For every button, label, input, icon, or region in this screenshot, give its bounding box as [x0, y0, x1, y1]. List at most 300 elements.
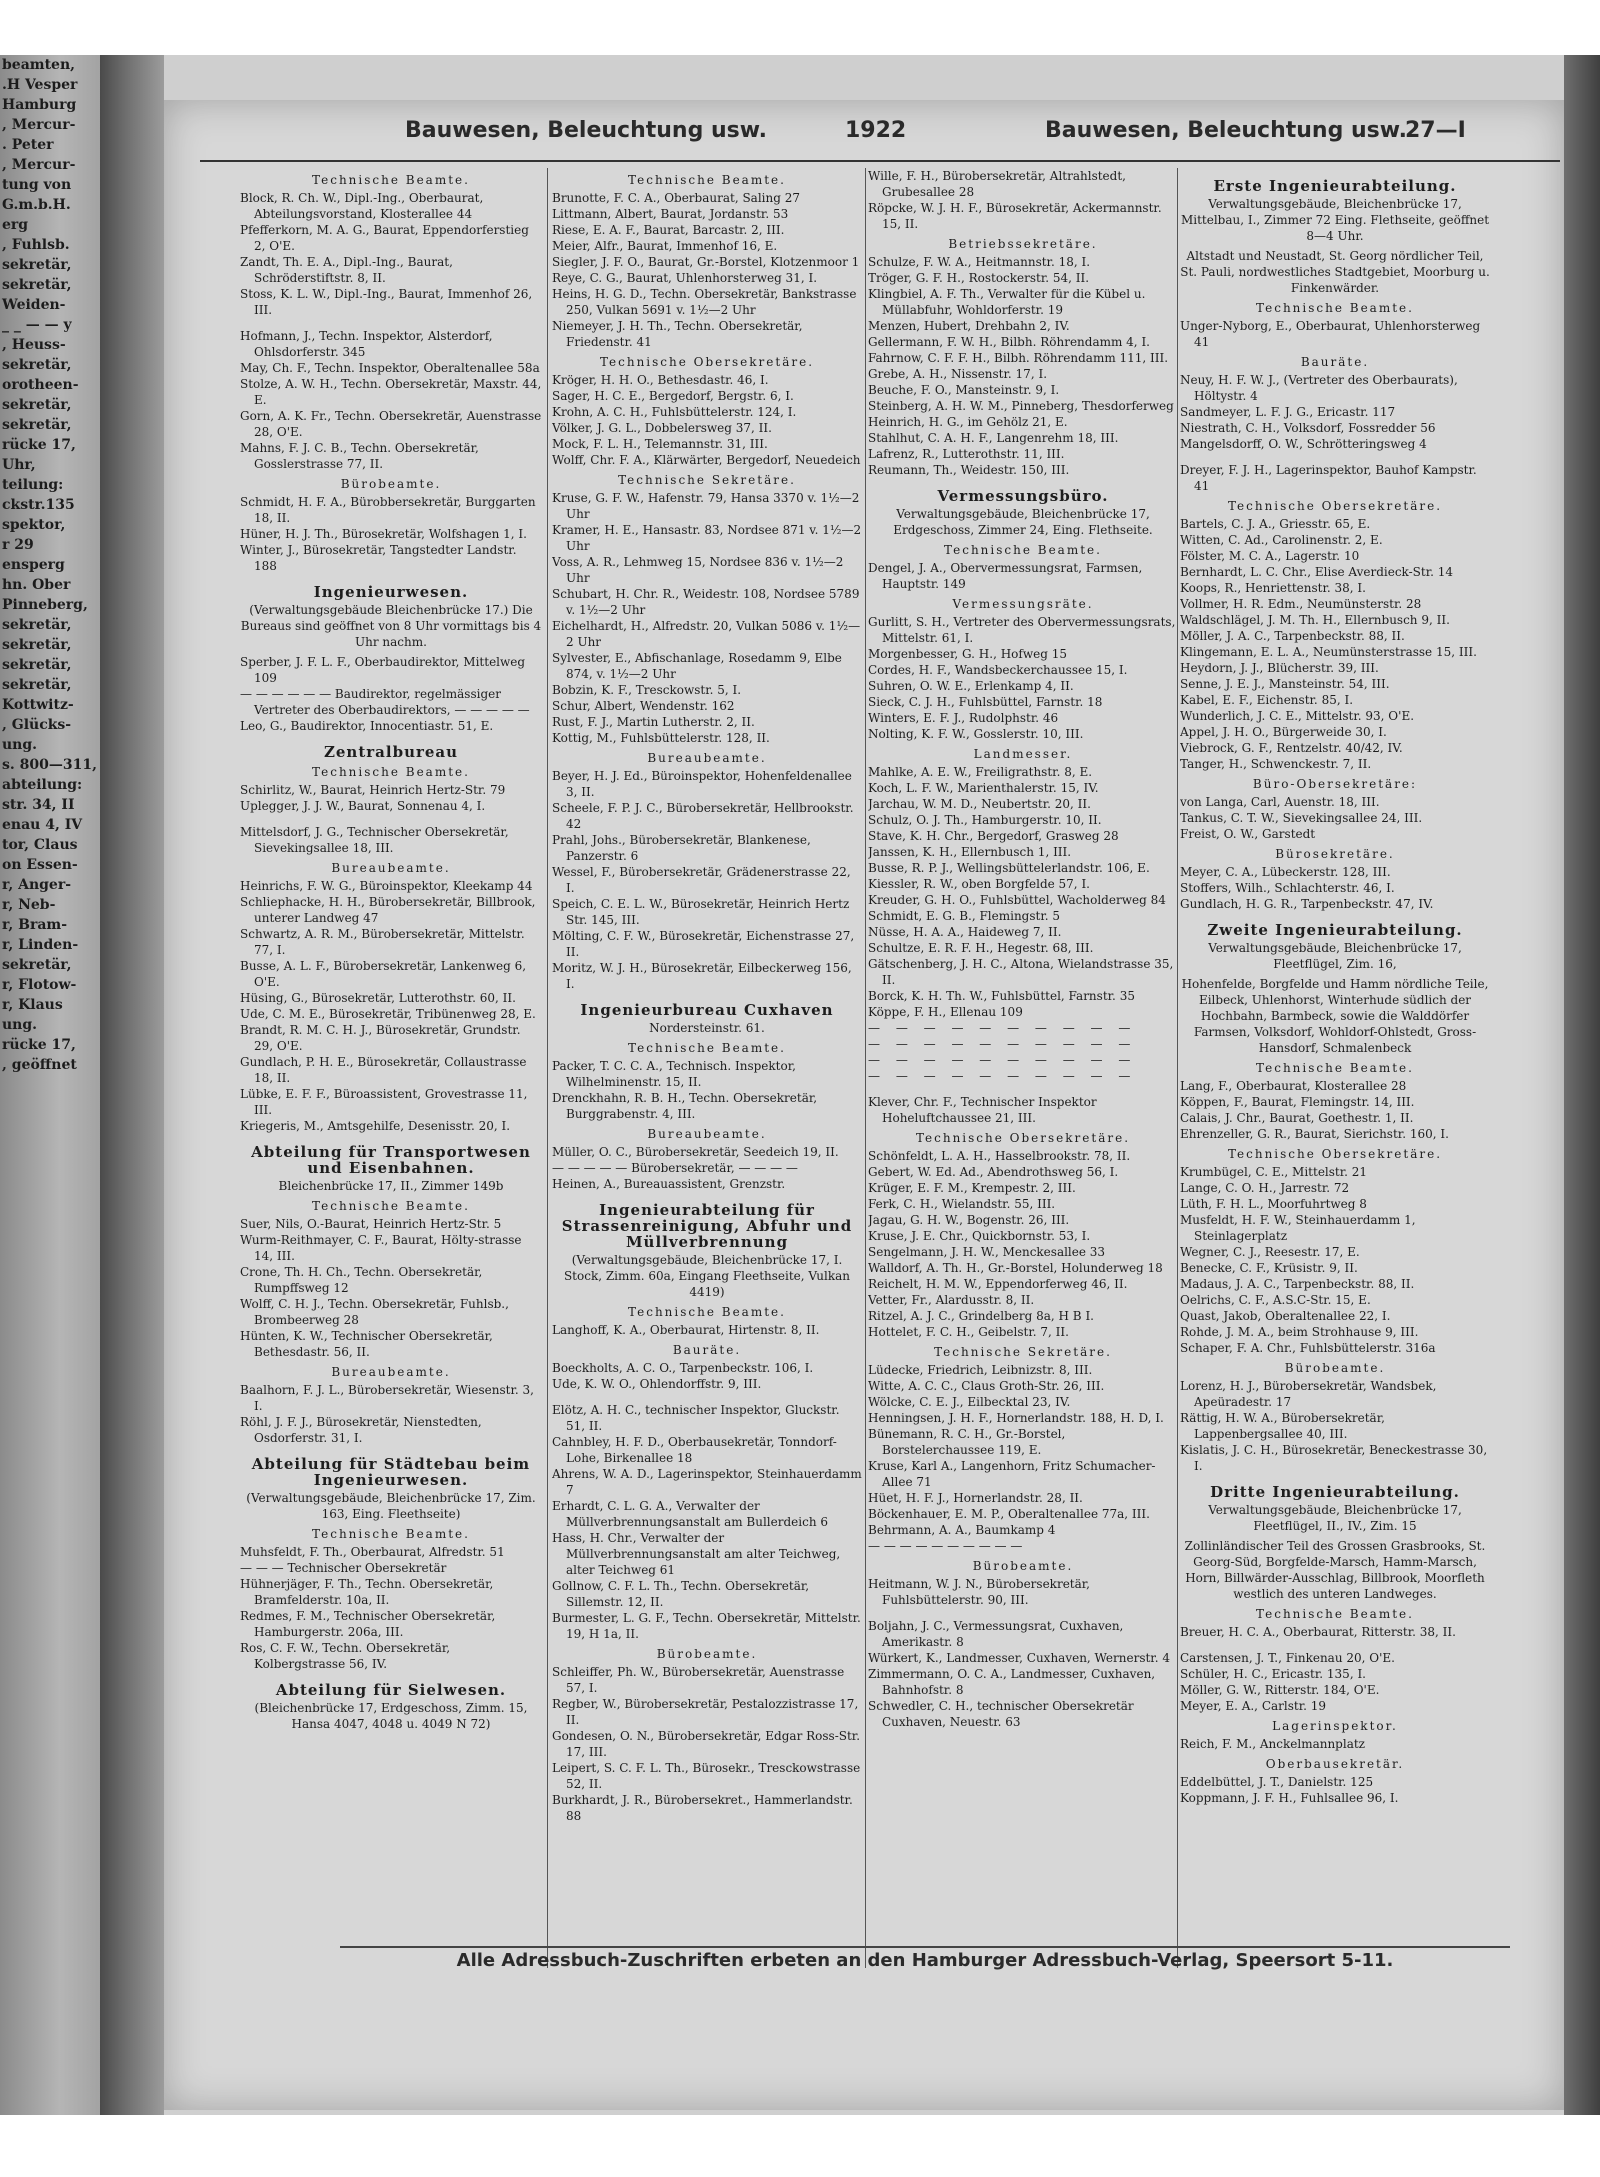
directory-entry: Langhoff, K. A., Oberbaurat, Hirtenstr. 8, II. [552, 1323, 820, 1337]
section-heading: Bauräte. [1300, 355, 1370, 369]
directory-entry: Nolting, K. F. W., Gosslerstr. 10, III. [868, 727, 1084, 741]
section-heading: Bureaubeamte. [331, 1365, 451, 1379]
section-heading: Lagerinspektor. [1272, 1719, 1398, 1733]
directory-entry: Ritzel, A. J. C., Grindelberg 8a, H B I. [868, 1309, 1094, 1323]
directory-entry: Nüsse, H. A. A., Haideweg 7, II. [868, 925, 1062, 939]
directory-entry: Gundlach, H. G. R., Tarpenbeckstr. 47, IV. [1180, 897, 1434, 911]
directory-entry: Viebrock, G. F., Rentzelstr. 40/42, IV. [1180, 741, 1403, 755]
directory-entry: Ferk, C. H., Wielandstr. 55, III. [868, 1197, 1056, 1211]
section-heading: Technische Beamte. [312, 1199, 470, 1213]
directory-column-1 [240, 168, 542, 1968]
previous-page-fragment: sekretär, [2, 677, 72, 693]
previous-page-fragment: . Peter [2, 137, 54, 153]
directory-entry: Busse, R. P. J., Wellingsbüttelerlandstr. 106, E. [868, 861, 1150, 875]
directory-entry: Kottig, M., Fuhlsbüttelerstr. 128, II. [552, 731, 770, 745]
department-heading: Erste Ingenieurabteilung. [1213, 177, 1457, 195]
directory-entry: Schmidt, E. G. B., Flemingstr. 5 [868, 909, 1061, 923]
previous-page-fragment: orotheen- [2, 377, 79, 393]
directory-entry: Fahrnow, C. F. F. H., Bilbh. Röhrendamm 111, III. [868, 351, 1169, 365]
directory-entry: Röpcke, W. J. H. F., Bürosekretär, Ackermannstr. 15, II. [868, 201, 1162, 231]
previous-page-fragment: ckstr.135 [2, 497, 75, 513]
directory-entry: Kröger, H. H. O., Bethesdastr. 46, I. [552, 373, 769, 387]
directory-entry: Reichelt, H. M. W., Eppendorferweg 46, II. [868, 1277, 1128, 1291]
previous-page-fragment: _ _ — — y [2, 317, 72, 333]
previous-page-fragment: r, Bram- [2, 917, 68, 933]
previous-page-fragment: teilung: [2, 477, 64, 493]
directory-entry: Sieck, C. J. H., Fuhlsbüttel, Farnstr. 18 [868, 695, 1103, 709]
directory-entry: Eichelhardt, H., Alfredstr. 20, Vulkan 5086 v. 1½—2 Uhr [552, 619, 861, 649]
previous-page-fragment: , geöffnet [2, 1057, 77, 1073]
directory-entry: Köppe, F. H., Ellenau 109 [868, 1005, 1023, 1019]
previous-page-fragment: r 29 [2, 537, 34, 553]
department-heading: Zweite Ingenieurabteilung. [1207, 921, 1463, 939]
column-divider [1177, 168, 1178, 1968]
previous-page-fragment: tung von [2, 177, 72, 193]
footer-rule [340, 1946, 1510, 1948]
previous-page-fragment: rücke 17, [2, 437, 76, 453]
directory-entry: Lübke, E. F. F., Büroassistent, Grovestrasse 11, III. [240, 1087, 528, 1117]
directory-entry: Oelrichs, C. F., A.S.C-Str. 15, E. [1180, 1293, 1371, 1307]
placeholder-entry: — — — — — — — — — — [868, 1053, 1137, 1067]
directory-entry: Sengelmann, J. H. W., Menckesallee 33 [868, 1245, 1106, 1259]
directory-entry: Ahrens, W. A. D., Lagerinspektor, Steinhauerdamm 7 [552, 1467, 862, 1497]
directory-entry: Kreuder, G. H. O., Fuhlsbüttel, Wacholderweg 84 [868, 893, 1166, 907]
directory-entry: von Langa, Carl, Auenstr. 18, III. [1180, 795, 1380, 809]
section-heading: Technische Beamte. [312, 1527, 470, 1541]
section-heading: Bürobeamte. [972, 1559, 1074, 1573]
directory-entry: Mahns, F. J. C. B., Techn. Obersekretär, Gosslerstrasse 77, II. [240, 441, 479, 471]
directory-entry: Wegner, C. J., Reesestr. 17, E. [1180, 1245, 1360, 1259]
spacer [868, 1084, 1178, 1094]
previous-page-fragment: hn. Ober [2, 577, 71, 593]
directory-entry: Stahlhut, C. A. H. F., Langenrehm 18, III. [868, 431, 1119, 445]
directory-entry: Siegler, J. F. O., Baurat, Gr.-Borstel, Klotzenmoor 1 [552, 255, 860, 269]
department-note: (Bleichenbrücke 17, Erdgeschoss, Zimm. 15, Hansa 4047, 4048 u. 4049 N 72) [254, 1701, 528, 1731]
section-heading: Technische Beamte. [312, 173, 470, 187]
previous-page-fragment: sekretär, [2, 357, 72, 373]
directory-entry: Rust, F. J., Martin Lutherstr. 2, II. [552, 715, 755, 729]
previous-page-fragment: r, Linden- [2, 937, 79, 953]
section-heading: Bureaubeamte. [331, 861, 451, 875]
directory-entry: Kislatis, J. C. H., Bürosekretär, Beneckestrasse 30, I. [1180, 1443, 1488, 1473]
directory-entry: Koppmann, J. F. H., Fuhlsallee 96, I. [1180, 1791, 1399, 1805]
directory-entry: Schmidt, H. F. A., Bürobbersekretär, Burggarten 18, II. [240, 495, 536, 525]
section-heading: Technische Beamte. [628, 1305, 786, 1319]
directory-entry: Müller, O. C., Bürobersekretär, Seedeich 19, II. [552, 1145, 839, 1159]
section-heading: Bauräte. [672, 1343, 742, 1357]
directory-entry: Muhsfeldt, F. Th., Oberbaurat, Alfredstr. 51 [240, 1545, 505, 1559]
section-heading: Vermessungsräte. [952, 597, 1094, 611]
previous-page-fragment: erg [2, 217, 29, 233]
directory-entry: Walldorf, A. Th. H., Gr.-Borstel, Holunderweg 18 [868, 1261, 1163, 1275]
spacer [868, 1608, 1178, 1618]
department-note: Verwaltungsgebäude, Bleichenbrücke 17, Fleetflügel, II., IV., Zim. 15 [1208, 1503, 1462, 1533]
directory-entry: Freist, O. W., Garstedt [1180, 827, 1316, 841]
section-heading: Technische Obersekretäre. [599, 355, 815, 369]
department-note: Verwaltungsgebäude, Bleichenbrücke 17, Mittelbau, I., Zimmer 72 Eing. Flethseite, geöffnet 8—4 Uhr. [1180, 197, 1490, 243]
department-heading: Zentralbureau [323, 743, 459, 761]
previous-page-fragment: Weiden- [2, 297, 66, 313]
directory-entry: Sager, H. C. E., Bergedorf, Bergstr. 6, I. [552, 389, 794, 403]
directory-entry: Stoffers, Wilh., Schlachterstr. 46, I. [1180, 881, 1395, 895]
directory-entry: Winter, J., Bürosekretär, Tangstedter Landstr. 188 [240, 543, 517, 573]
directory-entry: Bernhardt, L. C. Chr., Elise Averdieck-Str. 14 [1180, 565, 1454, 579]
directory-entry: Krüger, E. F. M., Krempestr. 2, III. [868, 1181, 1076, 1195]
department-heading: Ingenieurabteilung für Strassenreinigung, Abfuhr und Müllverbrennung [561, 1201, 853, 1251]
directory-entry: Meyer, E. A., Carlstr. 19 [1180, 1699, 1327, 1713]
directory-entry: Gellermann, F. W. H., Bilbh. Röhrendamm 4, I. [868, 335, 1150, 349]
header-rule [200, 160, 1560, 162]
directory-entry: Benecke, C. F., Krüsistr. 9, II. [1180, 1261, 1358, 1275]
directory-entry: — — — — — Bürobersekretär, — — — — [552, 1161, 798, 1175]
section-heading: Bureaubeamte. [647, 751, 767, 765]
directory-entry: Lange, C. O. H., Jarrestr. 72 [1180, 1181, 1350, 1195]
directory-entry: Jarchau, W. M. D., Neubertstr. 20, II. [868, 797, 1091, 811]
directory-entry: Kabel, E. F., Eichenstr. 85, I. [1180, 693, 1354, 707]
placeholder-entry: — — — — — — — — — — [868, 1021, 1137, 1035]
publisher-footer: Alle Adressbuch-Zuschriften erbeten an den Hamburger Adressbuch-Verlag, Speersort 5-11. [456, 1950, 1394, 1971]
previous-page-fragment: rücke 17, [2, 1037, 76, 1053]
directory-entry: Elötz, A. H. C., technischer Inspektor, Gluckstr. 51, II. [552, 1403, 840, 1433]
directory-column-4 [1180, 168, 1490, 1968]
directory-entry: Dengel, J. A., Obervermessungsrat, Farmsen, Hauptstr. 149 [868, 561, 1143, 591]
directory-entry: Voss, A. R., Lehmweg 15, Nordsee 836 v. 1½—2 Uhr [552, 555, 844, 585]
header-page-number: 27—I [1405, 118, 1466, 143]
directory-entry: Menzen, Hubert, Drehbahn 2, IV. [868, 319, 1070, 333]
directory-entry: Schwartz, A. R. M., Bürobersekretär, Mittelstr. 77, I. [240, 927, 525, 957]
previous-page-fragment: ung. [2, 737, 38, 753]
directory-entry: — — — — — — — — — — [868, 1539, 1023, 1553]
previous-page-fragment: tor, Claus [2, 837, 78, 853]
directory-entry: Niemeyer, J. H. Th., Techn. Obersekretär, Friedenstr. 41 [552, 319, 803, 349]
directory-entry: Suer, Nils, O.-Baurat, Heinrich Hertz-Str. 5 [240, 1217, 502, 1231]
section-heading: Bureaubeamte. [647, 1127, 767, 1141]
directory-entry: Reich, F. M., Anckelmannplatz [1180, 1737, 1366, 1751]
directory-entry: Gurlitt, S. H., Vertreter des Obervermessungsrats, Mittelstr. 61, I. [868, 615, 1176, 645]
directory-entry: Klingbiel, A. F. Th., Verwalter für die Kübel u. Müllabfuhr, Wohldorferstr. 19 [868, 287, 1146, 317]
directory-entry: Mittelsdorf, J. G., Technischer Obersekretär, Sievekingsallee 18, III. [240, 825, 509, 855]
header-right-title: Bauwesen, Beleuchtung usw. [1045, 118, 1408, 143]
directory-entry: Meyer, C. A., Lübeckerstr. 128, III. [1180, 865, 1391, 879]
directory-entry: Mangelsdorff, O. W., Schrötteringsweg 4 [1180, 437, 1427, 451]
department-note: Verwaltungsgebäude, Bleichenbrücke 17, Fleetflügel, Zim. 16, [1208, 941, 1462, 971]
directory-entry: Ehrenzeller, G. R., Baurat, Sierichstr. 160, I. [1180, 1127, 1449, 1141]
spacer [1180, 452, 1490, 462]
directory-entry: Böckenhauer, E. M. P., Oberaltenallee 77a, III. [868, 1507, 1150, 1521]
directory-entry: Block, R. Ch. W., Dipl.-Ing., Oberbaurat, Abteilungsvorstand, Klosterallee 44 [240, 191, 484, 221]
directory-entry: Beyer, H. J. Ed., Büroinspektor, Hohenfeldenallee 3, II. [552, 769, 852, 799]
directory-entry: Cahnbley, H. F. D., Oberbausekretär, Tonndorf-Lohe, Birkenallee 18 [552, 1435, 837, 1465]
section-heading: Bürobeamte. [340, 477, 442, 491]
directory-entry: Hüner, H. J. Th., Bürosekretär, Wolfshagen 1, I. [240, 527, 527, 541]
directory-entry: Packer, T. C. C. A., Technisch. Inspektor, Wilhelminenstr. 15, II. [552, 1059, 796, 1089]
directory-entry: Gorn, A. K. Fr., Techn. Obersekretär, Auenstrasse 28, O'E. [240, 409, 542, 439]
directory-entry: Carstensen, J. T., Finkenau 20, O'E. [1180, 1651, 1395, 1665]
directory-entry: Wessel, F., Bürobersekretär, Grädenerstrasse 22, I. [552, 865, 851, 895]
section-heading: Technische Obersekretäre. [915, 1131, 1131, 1145]
spacer [240, 814, 542, 824]
directory-entry: Schubart, H. Chr. R., Weidestr. 108, Nordsee 5789 v. 1½—2 Uhr [552, 587, 860, 617]
directory-entry: Burmester, L. G. F., Techn. Obersekretär, Mittelstr. 19, H 1a, II. [552, 1611, 861, 1641]
department-heading: Abteilung für Sielwesen. [275, 1681, 507, 1699]
section-heading: Technische Sekretäre. [934, 1345, 1112, 1359]
section-heading: Betriebssekretäre. [948, 237, 1098, 251]
directory-entry: Boeckholts, A. C. O., Tarpenbeckstr. 106, I. [552, 1361, 814, 1375]
directory-entry: Jagau, G. H. W., Bogenstr. 26, III. [868, 1213, 1070, 1227]
previous-page-fragment: , Mercur- [2, 117, 76, 133]
directory-entry: Mock, F. L. H., Telemannstr. 31, III. [552, 437, 768, 451]
directory-entry: Rättig, H. W. A., Bürobersekretär, Lappenbergsallee 40, III. [1180, 1411, 1385, 1441]
directory-entry: Hass, H. Chr., Verwalter der Müllverbrennungsanstalt am alter Teichweg, alter Teichweg 61 [552, 1531, 841, 1577]
directory-entry: Wolff, Chr. F. A., Klärwärter, Bergedorf, Neuedeich [552, 453, 861, 467]
previous-page-fragment: str. 34, II [2, 797, 75, 813]
directory-entry: Völker, J. G. L., Dobbelersweg 37, II. [552, 421, 772, 435]
previous-page-fragment: Pinneberg, [2, 597, 88, 613]
directory-entry: Reye, C. G., Baurat, Uhlenhorsterweg 31, I. [552, 271, 818, 285]
directory-entry: Schleiffer, Ph. W., Bürobersekretär, Auenstrasse 57, I. [552, 1665, 845, 1695]
previous-page-fragment: , Heuss- [2, 337, 66, 353]
previous-page-edge [0, 55, 100, 2115]
directory-entry: Breuer, H. C. A., Oberbaurat, Ritterstr. 38, II. [1180, 1625, 1456, 1639]
directory-entry: Rohde, J. M. A., beim Strohhause 9, III. [1180, 1325, 1419, 1339]
department-heading: Ingenieurwesen. [313, 583, 469, 601]
directory-entry: Winters, E. F. J., Rudolphstr. 46 [868, 711, 1059, 725]
directory-entry: Kruse, J. E. Chr., Quickbornstr. 53, I. [868, 1229, 1091, 1243]
directory-entry: Krumbügel, C. E., Mittelstr. 21 [1180, 1165, 1368, 1179]
directory-entry: Dreyer, F. J. H., Lagerinspektor, Bauhof Kampstr. 41 [1180, 463, 1477, 493]
directory-entry: Tröger, G. F. H., Rostockerstr. 54, II. [868, 271, 1090, 285]
directory-entry: Baalhorn, F. J. L., Bürobersekretär, Wiesenstr. 3, I. [240, 1383, 534, 1413]
directory-entry: Speich, C. E. L. W., Bürosekretär, Heinrich Hertz Str. 145, III. [552, 897, 850, 927]
directory-entry: Schulze, F. W. A., Heitmannstr. 18, I. [868, 255, 1091, 269]
directory-entry: Hüsing, G., Bürosekretär, Lutterothstr. 60, II. [240, 991, 516, 1005]
directory-entry: Pfefferkorn, M. A. G., Baurat, Eppendorferstieg 2, O'E. [240, 223, 529, 253]
directory-entry: Sylvester, E., Abfischanlage, Rosedamm 9, Elbe 874, v. 1½—2 Uhr [552, 651, 842, 681]
section-heading: Technische Beamte. [1256, 1061, 1414, 1075]
directory-entry: Gebert, W. Ed. Ad., Abendrothsweg 56, I. [868, 1165, 1119, 1179]
section-heading: Technische Obersekretäre. [1227, 499, 1443, 513]
directory-entry: Witten, C. Ad., Carolinenstr. 2, E. [1180, 533, 1383, 547]
directory-entry: Tanger, H., Schwenckestr. 7, II. [1180, 757, 1372, 771]
directory-entry: Schaper, F. A. Chr., Fuhlsbüttelerstr. 316a [1180, 1341, 1436, 1355]
directory-entry: Klingemann, E. L. A., Neumünsterstrasse 15, III. [1180, 645, 1477, 659]
previous-page-fragment: sekretär, [2, 397, 72, 413]
directory-entry: Stave, K. H. Chr., Bergedorf, Grasweg 28 [868, 829, 1119, 843]
directory-entry: Borck, K. H. Th. W., Fuhlsbüttel, Farnstr. 35 [868, 989, 1135, 1003]
previous-page-fragment: r, Klaus [2, 997, 63, 1013]
spacer [240, 318, 542, 328]
department-note: Verwaltungsgebäude, Bleichenbrücke 17, Erdgeschoss, Zimmer 24, Eing. Flethseite. [893, 507, 1153, 537]
directory-entry: Ude, K. W. O., Ohlendorffstr. 9, III. [552, 1377, 762, 1391]
directory-entry: Beuche, F. O., Mansteinstr. 9, I. [868, 383, 1060, 397]
directory-entry: Heinrich, H. G., im Gehölz 21, E. [868, 415, 1068, 429]
directory-entry: Hüet, H. F. J., Hornerlandstr. 28, II. [868, 1491, 1083, 1505]
directory-entry: Vollmer, H. R. Edm., Neumünsterstr. 28 [1180, 597, 1422, 611]
directory-entry: Lüdecke, Friedrich, Leibnizstr. 8, III. [868, 1363, 1093, 1377]
directory-entry: Wolff, C. H. J., Techn. Obersekretär, Fuhlsb., Brombeerweg 28 [240, 1297, 509, 1327]
directory-entry: Ros, C. F. W., Techn. Obersekretär, Kolbergstrasse 56, IV. [240, 1641, 451, 1671]
directory-entry: Stoss, K. L. W., Dipl.-Ing., Baurat, Immenhof 26, III. [240, 287, 533, 317]
directory-entry: Drenckhahn, R. B. H., Techn. Obersekretär, Burggrabenstr. 4, III. [552, 1091, 818, 1121]
directory-entry: Klever, Chr. F., Technischer Inspektor Hoheluftchaussee 21, III. [868, 1095, 1097, 1125]
column-divider [547, 168, 548, 1968]
previous-page-fragment: , Fuhlsb. [2, 237, 70, 253]
previous-page-fragment: sekretär, [2, 637, 72, 653]
directory-entry: Lorenz, H. J., Bürobersekretär, Wandsbek, Apeüradestr. 17 [1180, 1379, 1437, 1409]
directory-entry: Möller, J. A. C., Tarpenbeckstr. 88, II. [1180, 629, 1405, 643]
directory-entry: Schirlitz, W., Baurat, Heinrich Hertz-Str. 79 [240, 783, 506, 797]
directory-entry: Ude, C. M. E., Bürosekretär, Tribünenweg 28, E. [240, 1007, 536, 1021]
directory-entry: Janssen, K. H., Ellernbusch 1, III. [868, 845, 1072, 859]
directory-entry: Busse, A. L. F., Bürobersekretär, Lankenweg 6, O'E. [240, 959, 527, 989]
directory-entry: Schultze, E. R. F. H., Hegestr. 68, III. [868, 941, 1094, 955]
directory-entry: Reumann, Th., Weidestr. 150, III. [868, 463, 1070, 477]
directory-entry: Niestrath, C. H., Volksdorf, Fossredder 56 [1180, 421, 1436, 435]
directory-entry: Behrmann, A. A., Baumkamp 4 [868, 1523, 1056, 1537]
directory-entry: Erhardt, C. L. G. A., Verwalter der Müllverbrennungsanstalt am Bullerdeich 6 [552, 1499, 829, 1529]
directory-entry: Heinrichs, F. W. G., Büroinspektor, Kleekamp 44 [240, 879, 533, 893]
directory-entry: Fölster, M. C. A., Lagerstr. 10 [1180, 549, 1360, 563]
directory-entry: Uplegger, J. J. W., Baurat, Sonnenau 4, I. [240, 799, 486, 813]
directory-entry: Schliephacke, H. H., Bürobersekretär, Billbrook, unterer Landweg 47 [240, 895, 536, 925]
directory-entry: Mahlke, A. E. W., Freiligrathstr. 8, E. [868, 765, 1093, 779]
directory-column-3 [868, 168, 1178, 1968]
directory-entry: — — — — — — Baudirektor, regelmässiger Vertreter des Oberbaudirektors, — — — — — [240, 687, 530, 717]
header-left-title: Bauwesen, Beleuchtung usw. [405, 118, 768, 143]
previous-page-fragment: .H Vesper [2, 77, 78, 93]
department-note: Zollinländischer Teil des Grossen Grasbrooks, St. Georg-Süd, Borgfelde-Marsch, Hamm-Marsch, Horn, Billwärder-Ausschlag, Billbrook, Moorfleth westlich des unteren Landweges. [1184, 1539, 1486, 1601]
column-divider [865, 168, 866, 1968]
previous-page-fragment: on Essen- [2, 857, 78, 873]
department-heading: Vermessungsbüro. [937, 487, 1109, 505]
directory-entry: Meier, Alfr., Baurat, Immenhof 16, E. [552, 239, 778, 253]
directory-entry: Vetter, Fr., Alardusstr. 8, II. [868, 1293, 1035, 1307]
section-heading: Landmesser. [973, 747, 1073, 761]
directory-entry: Heydorn, J. J., Blücherstr. 39, III. [1180, 661, 1379, 675]
directory-entry: Krohn, A. C. H., Fuhlsbüttelerstr. 124, I. [552, 405, 797, 419]
section-heading: Technische Beamte. [312, 765, 470, 779]
directory-entry: Wurm-Reithmayer, C. F., Baurat, Hölty-strasse 14, III. [240, 1233, 522, 1263]
directory-entry: Stolze, A. W. H., Techn. Obersekretär, Maxstr. 44, E. [240, 377, 542, 407]
directory-entry: Regber, W., Bürobersekretär, Pestalozzistrasse 17, II. [552, 1697, 859, 1727]
book-gutter [100, 55, 164, 2115]
directory-entry: Wunderlich, J. C. E., Mittelstr. 93, O'E. [1180, 709, 1415, 723]
previous-page-fragment: enau 4, IV [2, 817, 83, 833]
directory-entry: Kruse, Karl A., Langenhorn, Fritz Schumacher-Allee 71 [868, 1459, 1156, 1489]
previous-page-fragment: r, Neb- [2, 897, 56, 913]
directory-entry: Henningsen, J. H. F., Hornerlandstr. 188, H. D, I. [868, 1411, 1164, 1425]
directory-entry: Eddelbüttel, J. T., Danielstr. 125 [1180, 1775, 1374, 1789]
directory-entry: Bartels, C. J. A., Griesstr. 65, E. [1180, 517, 1371, 531]
section-heading: Bürosekretäre. [1275, 847, 1395, 861]
previous-page-fragment: sekretär, [2, 957, 72, 973]
previous-page-fragment: sekretär, [2, 657, 72, 673]
directory-entry: Moritz, W. J. H., Bürosekretär, Eilbeckerweg 156, I. [552, 961, 852, 991]
directory-entry: Hottelet, F. C. H., Geibelstr. 7, II. [868, 1325, 1069, 1339]
directory-entry: — — — Technischer Obersekretär [240, 1561, 447, 1575]
directory-entry: Unger-Nyborg, E., Oberbaurat, Uhlenhorsterweg 41 [1180, 319, 1481, 349]
directory-entry: Wölcke, C. E. J., Eilbecktal 23, IV. [868, 1395, 1071, 1409]
directory-entry: Köppen, F., Baurat, Flemingstr. 14, III. [1180, 1095, 1415, 1109]
directory-entry: Würkert, K., Landmesser, Cuxhaven, Wernerstr. 4 [868, 1651, 1170, 1665]
directory-entry: Bobzin, K. F., Tresckowstr. 5, I. [552, 683, 742, 697]
directory-entry: May, Ch. F., Techn. Inspektor, Oberaltenallee 58a [240, 361, 540, 375]
spacer [1180, 1640, 1490, 1650]
directory-entry: Heins, H. G. D., Techn. Obersekretär, Bankstrasse 250, Vulkan 5691 v. 1½—2 Uhr [552, 287, 857, 317]
previous-page-fragment: abteilung: [2, 777, 83, 793]
directory-entry: Boljahn, J. C., Vermessungsrat, Cuxhaven, Amerikastr. 8 [868, 1619, 1124, 1649]
directory-entry: Hofmann, J., Techn. Inspektor, Alsterdorf, Ohlsdorferstr. 345 [240, 329, 493, 359]
directory-entry: Schüler, H. C., Ericastr. 135, I. [1180, 1667, 1366, 1681]
directory-entry: Zimmermann, O. C. A., Landmesser, Cuxhaven, Bahnhofstr. 8 [868, 1667, 1156, 1697]
directory-entry: Möller, G. W., Ritterstr. 184, O'E. [1180, 1683, 1380, 1697]
previous-page-fragment: Hamburg [2, 97, 77, 113]
directory-entry: Sandmeyer, L. F. J. G., Ericastr. 117 [1180, 405, 1396, 419]
previous-page-fragment: sekretär, [2, 617, 72, 633]
directory-entry: Kiessler, R. W., oben Borgfelde 57, I. [868, 877, 1090, 891]
section-heading: Oberbausekretär. [1265, 1757, 1405, 1771]
directory-entry: Senne, J. E. J., Mansteinstr. 54, III. [1180, 677, 1390, 691]
directory-entry: Cordes, H. F., Wandsbeckerchaussee 15, I. [868, 663, 1128, 677]
department-note: (Verwaltungsgebäude Bleichenbrücke 17.) Die Bureaus sind geöffnet von 8 Uhr vormittags bis 4 Uhr nachm. [240, 603, 542, 649]
department-note: Altstadt und Neustadt, St. Georg nördlicher Teil, St. Pauli, nordwestliches Stadtgebiet, Moorburg u. Finkenwärder. [1180, 249, 1490, 295]
previous-page-fragment: beamten, [2, 57, 76, 73]
directory-entry: Zandt, Th. E. A., Dipl.-Ing., Baurat, Schröderstiftstr. 8, II. [240, 255, 453, 285]
directory-entry: Hühnerjäger, F. Th., Techn. Obersekretär, Bramfelderstr. 10a, II. [240, 1577, 494, 1607]
previous-page-fragment: ung. [2, 1017, 38, 1033]
directory-entry: Heinen, A., Bureauassistent, Grenzstr. [552, 1177, 786, 1191]
previous-page-fragment: r, Flotow- [2, 977, 77, 993]
section-heading: Technische Obersekretäre. [1227, 1147, 1443, 1161]
directory-entry: Scheele, F. P. J. C., Bürobersekretär, Hellbrookstr. 42 [552, 801, 854, 831]
directory-entry: Steinberg, A. H. W. M., Pinneberg, Thesdorferweg [868, 399, 1174, 413]
directory-entry: Tankus, C. T. W., Sievekingsallee 24, III. [1180, 811, 1423, 825]
directory-entry: Appel, J. H. O., Bürgerweide 30, I. [1180, 725, 1387, 739]
previous-page-fragment: , Glücks- [2, 717, 72, 733]
directory-entry: Bünemann, R. C. H., Gr.-Borstel, Borstelerchaussee 119, E. [868, 1427, 1066, 1457]
placeholder-entry: — — — — — — — — — — [868, 1069, 1137, 1083]
department-note: Nordersteinstr. 61. [649, 1021, 765, 1035]
directory-entry: Grebe, A. H., Nissenstr. 17, I. [868, 367, 1048, 381]
directory-entry: Schwedler, C. H., technischer Obersekretär Cuxhaven, Neuestr. 63 [868, 1699, 1134, 1729]
directory-entry: Kramer, H. E., Hansastr. 83, Nordsee 871 v. 1½—2 Uhr [552, 523, 862, 553]
directory-entry: Schur, Albert, Wendenstr. 162 [552, 699, 735, 713]
section-heading: Technische Beamte. [628, 173, 786, 187]
directory-entry: Morgenbesser, G. H., Hofweg 15 [868, 647, 1067, 661]
directory-entry: Mölting, C. F. W., Bürosekretär, Eichenstrasse 27, II. [552, 929, 855, 959]
directory-entry: Heitmann, W. J. N., Bürobersekretär, Fuhlsbüttelerstr. 90, III. [868, 1577, 1090, 1607]
directory-entry: Brunotte, F. C. A., Oberbaurat, Saling 27 [552, 191, 800, 205]
department-heading: Ingenieurbureau Cuxhaven [580, 1001, 834, 1019]
section-heading: Technische Beamte. [628, 1041, 786, 1055]
placeholder-entry: — — — — — — — — — — [868, 1037, 1137, 1051]
section-heading: Technische Sekretäre. [618, 473, 796, 487]
previous-page-fragment: Uhr, [2, 457, 36, 473]
section-heading: Technische Beamte. [1256, 1607, 1414, 1621]
directory-entry: Koops, R., Henriettenstr. 38, I. [1180, 581, 1366, 595]
directory-entry: Hünten, K. W., Technischer Obersekretär, Bethesdastr. 56, II. [240, 1329, 493, 1359]
directory-entry: Crone, Th. H. Ch., Techn. Obersekretär, Rumpffsweg 12 [240, 1265, 483, 1295]
directory-entry: Redmes, F. M., Technischer Obersekretär, Hamburgerstr. 206a, III. [240, 1609, 496, 1639]
header-year: 1922 [845, 118, 907, 143]
directory-entry: Lafrenz, R., Lutterothstr. 11, III. [868, 447, 1065, 461]
directory-entry: Neuy, H. F. W. J., (Vertreter des Oberbaurats), Höltystr. 4 [1180, 373, 1458, 403]
directory-entry: Gollnow, C. F. L. Th., Techn. Obersekretär, Sillemstr. 12, II. [552, 1579, 810, 1609]
previous-page-fragment: ensperg [2, 557, 65, 573]
directory-entry: Suhren, O. W. E., Erlenkamp 4, II. [868, 679, 1074, 693]
directory-entry: Kruse, G. F. W., Hafenstr. 79, Hansa 3370 v. 1½—2 Uhr [552, 491, 860, 521]
running-header [220, 118, 1520, 158]
